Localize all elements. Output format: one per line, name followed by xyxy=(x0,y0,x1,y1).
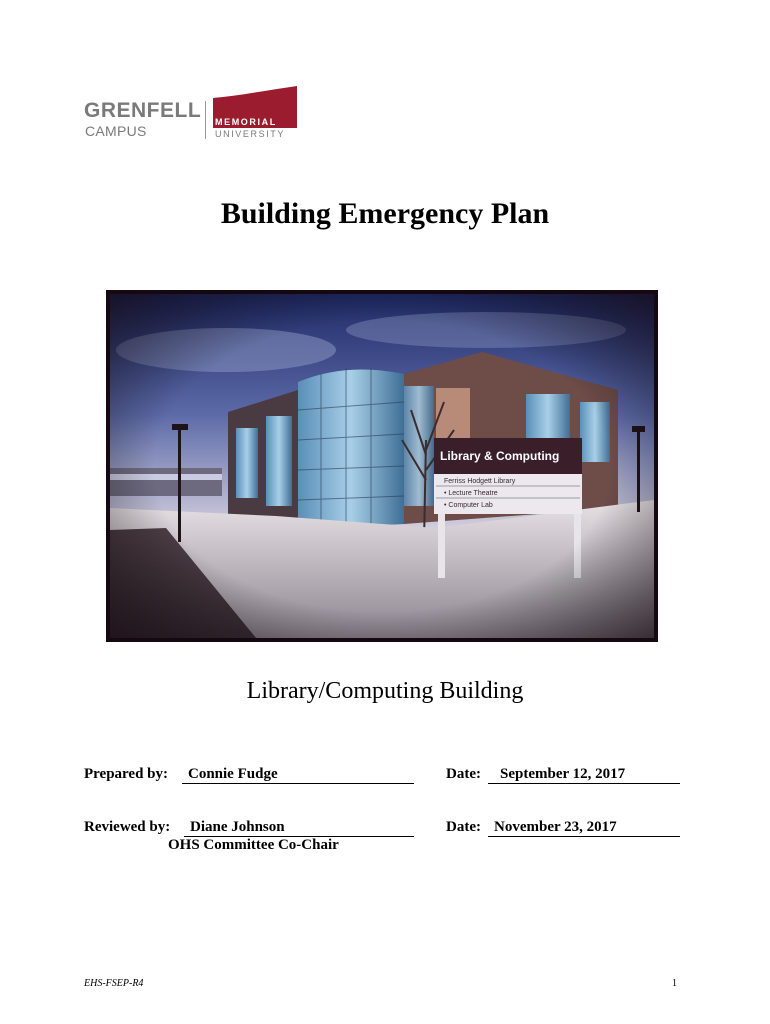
prepared-date-label: Date: xyxy=(446,766,481,782)
document-code: EHS-FSEP-R4 xyxy=(84,978,144,989)
prepared-by-field xyxy=(182,765,414,784)
reviewed-by-label: Reviewed by: xyxy=(84,819,171,835)
logo-divider xyxy=(205,101,206,139)
university-logo xyxy=(84,86,304,142)
prepared-by-label: Prepared by: xyxy=(84,766,169,782)
building-photo xyxy=(106,290,658,642)
reviewed-date-field xyxy=(488,818,680,837)
logo-grenfell-text: GRENFELL xyxy=(84,99,202,122)
logo-memorial-text: MEMORIAL xyxy=(215,117,277,127)
document-title: Building Emergency Plan xyxy=(220,197,550,230)
reviewed-by-field xyxy=(184,818,414,837)
reviewed-by-name: Diane Johnson xyxy=(190,819,285,835)
logo-university-text: UNIVERSITY xyxy=(215,129,286,139)
reviewed-date-label: Date: xyxy=(446,819,481,835)
prepared-by-name: Connie Fudge xyxy=(188,766,278,782)
prepared-date-value: September 12, 2017 xyxy=(500,766,626,782)
logo-campus-text: CAMPUS xyxy=(85,123,147,139)
page-number: 1 xyxy=(672,978,677,989)
building-name: Library/Computing Building xyxy=(246,678,524,704)
prepared-date-field xyxy=(488,765,680,784)
reviewed-date-value: November 23, 2017 xyxy=(494,819,617,835)
reviewer-role: OHS Committee Co-Chair xyxy=(168,837,339,853)
